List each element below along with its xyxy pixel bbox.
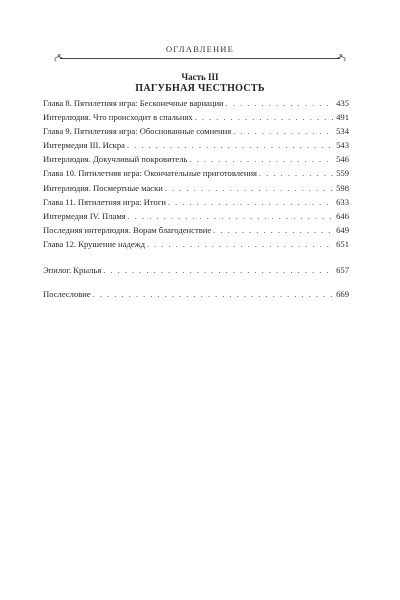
toc-entry-epilogue[interactable] [43,263,349,277]
dot-leader [147,238,334,252]
toc-entry[interactable] [43,166,349,180]
part-heading [60,72,340,95]
toc-entry-title: Интермедия III. Искра [43,140,125,151]
toc-entry-page: 669 [336,289,349,300]
toc-entry[interactable] [43,124,349,138]
dot-leader [103,264,334,278]
part-number: Часть III [181,72,219,82]
toc-entry-title: Последняя интерлюдия. Ворам благоденствие [43,224,212,235]
section-spacer [43,251,349,263]
toc-entry-page: 651 [336,238,349,249]
toc-entry-page: 649 [336,224,349,235]
toc-entry-page: 491 [336,112,349,123]
toc-entry-title: Интерлюдия. Докучливый покровитель [43,154,188,165]
toc-entry-page: 435 [336,98,349,108]
table-of-contents [43,96,349,301]
toc-entry-title: Глава 10. Пятилетняя игра: Окончательные приготовления [43,168,258,179]
toc-entry-page: 546 [336,154,349,165]
toc-entry-title: Интерлюдия. Посмертные маски [43,182,163,193]
toc-entry[interactable] [43,223,349,237]
part-title: ПАГУБНАЯ ЧЕСТНОСТЬ [135,83,265,94]
toc-entry-title: Глава 8. Пятилетняя игра: Бесконечные вариации [43,98,224,108]
toc-entry[interactable] [43,110,349,124]
toc-entry[interactable] [43,181,349,195]
toc-entry-title: Эпилог. Крылья [43,265,102,276]
dot-leader [213,224,334,238]
toc-entry[interactable] [43,209,349,223]
toc-entry-page: 657 [336,265,349,276]
toc-entry-page: 543 [336,140,349,151]
toc-entry-page: 646 [336,210,349,221]
dot-leader [226,97,334,111]
toc-entry[interactable] [43,96,349,110]
section-spacer [43,277,349,287]
dot-leader [189,153,334,167]
toc-entry[interactable] [43,152,349,166]
right-ornament-icon [337,54,346,63]
running-head-title: ОГЛАВЛЕНИЕ [165,44,235,54]
toc-entry-title: Глава 9. Пятилетняя игра: Обоснованные сомнения [43,126,232,137]
toc-entry-page: 559 [336,168,349,179]
toc-entry-page: 534 [336,126,349,137]
dot-leader [233,125,334,139]
left-ornament-icon [54,54,63,63]
dot-leader [127,139,334,153]
toc-entry-title: Интермедия IV. Пламя [43,210,126,221]
toc-entry[interactable] [43,237,349,251]
toc-entry-title: Глава 12. Крушение надежд [43,238,145,249]
toc-entry-afterword[interactable] [43,287,349,301]
dot-leader [128,210,334,224]
dot-leader [259,167,334,181]
running-head [60,44,340,58]
toc-entry[interactable] [43,138,349,152]
dot-leader [165,182,334,196]
toc-entry-title: Интерлюдия. Что происходит в спальнях [43,112,193,123]
dot-leader [93,288,334,302]
header-rule [60,58,340,59]
dot-leader [168,196,334,210]
toc-entry-page: 633 [336,196,349,207]
toc-entry-title: Послесловие [43,289,91,300]
dot-leader [195,111,334,125]
toc-entry-page: 598 [336,182,349,193]
toc-entry-title: Глава 11. Пятилетняя игра: Итоги [43,196,166,207]
toc-entry[interactable] [43,195,349,209]
